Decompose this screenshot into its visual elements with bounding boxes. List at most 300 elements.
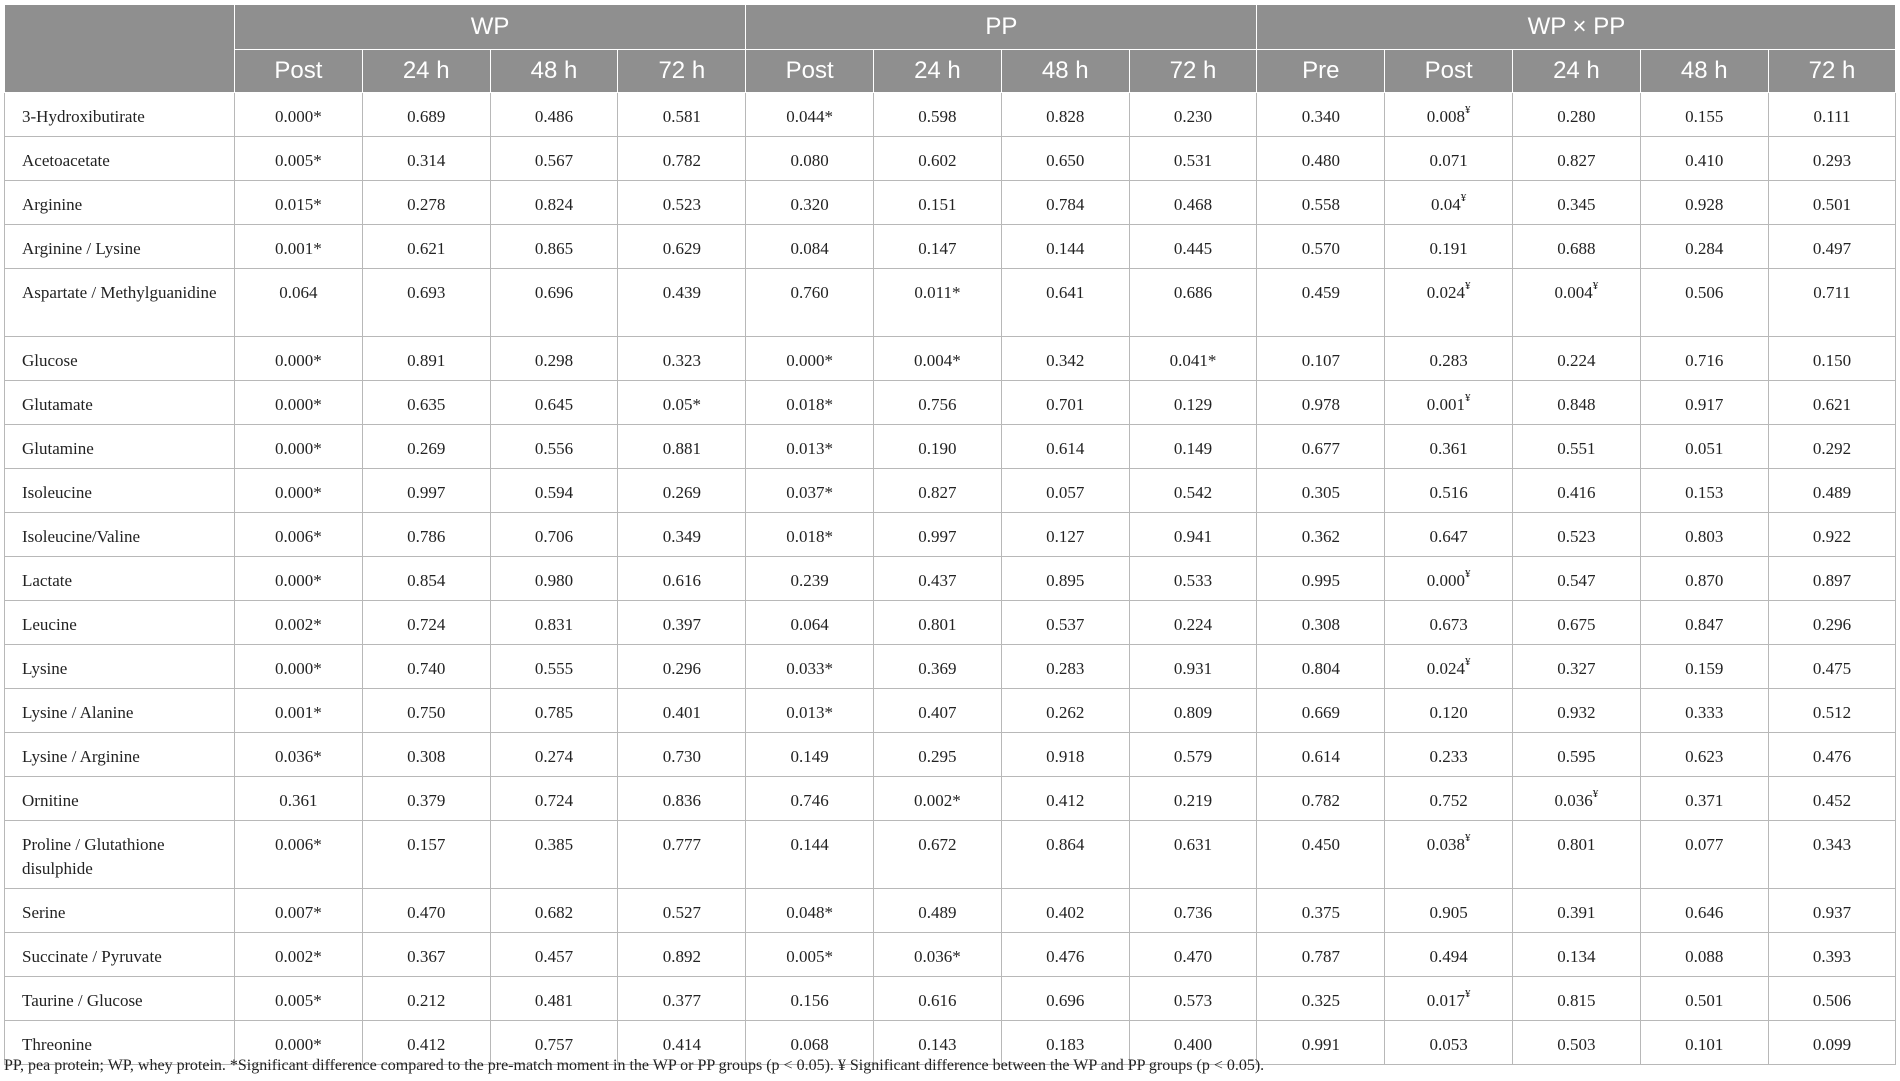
p-value-cell: 0.895 [1001,557,1129,601]
p-value-cell: 0.011* [874,269,1002,337]
p-value-cell: 0.616 [874,977,1002,1021]
p-value-cell: 0.051 [1640,425,1768,469]
p-value-cell: 0.295 [874,733,1002,777]
p-value-cell: 0.547 [1513,557,1641,601]
wpxpp-timepoint-header: Post [1385,50,1513,93]
p-value-cell: 0.711 [1768,269,1896,337]
metabolite-label: Isoleucine [5,469,235,513]
p-value-cell: 0.320 [746,181,874,225]
p-value-cell: 0.308 [1257,601,1385,645]
pp-timepoint-header: 24 h [874,50,1002,93]
metabolite-label: Taurine / Glucose [5,977,235,1021]
p-value-cell: 0.523 [618,181,746,225]
p-value-cell: 0.340 [1257,93,1385,137]
p-value-cell: 0.777 [618,821,746,889]
p-value-cell: 0.724 [362,601,490,645]
p-value-cell: 0.284 [1640,225,1768,269]
p-value-cell: 0.470 [362,889,490,933]
p-value-cell: 0.327 [1513,645,1641,689]
p-value-cell: 0.892 [618,933,746,977]
p-value-cell: 0.379 [362,777,490,821]
p-value-cell: 0.000* [235,381,363,425]
p-value-cell: 0.000* [235,93,363,137]
metabolite-label: Arginine / Lysine [5,225,235,269]
p-value-cell: 0.782 [1257,777,1385,821]
p-value-cell: 0.001* [235,689,363,733]
p-value-cell: 0.556 [490,425,618,469]
pp-timepoint-header: 48 h [1001,50,1129,93]
p-value-cell: 0.000¥ [1385,557,1513,601]
p-value-cell: 0.057 [1001,469,1129,513]
metabolite-label: Lactate [5,557,235,601]
p-value-cell: 0.127 [1001,513,1129,557]
metabolite-label: Threonine [5,1021,235,1065]
p-value-cell: 0.567 [490,137,618,181]
p-value-cell: 0.361 [235,777,363,821]
p-value-cell: 0.345 [1513,181,1641,225]
p-value-cell: 0.006* [235,513,363,557]
p-value-cell: 0.361 [1385,425,1513,469]
p-value-cell: 0.006* [235,821,363,889]
p-value-cell: 0.278 [362,181,490,225]
p-value-cell: 0.470 [1129,933,1257,977]
p-value-cell: 0.997 [362,469,490,513]
wp-timepoint-header: 48 h [490,50,618,93]
p-value-cell: 0.523 [1513,513,1641,557]
p-value-cell: 0.150 [1768,337,1896,381]
table-row [5,777,1896,821]
p-value-cell: 0.153 [1640,469,1768,513]
p-value-cell: 0.991 [1257,1021,1385,1065]
table-body [5,93,1896,1065]
p-value-cell: 0.570 [1257,225,1385,269]
p-value-cell: 0.740 [362,645,490,689]
p-value-cell: 0.375 [1257,889,1385,933]
p-value-cell: 0.036* [235,733,363,777]
p-value-cell: 0.151 [874,181,1002,225]
p-value-cell: 0.489 [874,889,1002,933]
group-header-wp-x-pp: WP × PP [1257,5,1896,50]
p-value-cell: 0.064 [746,601,874,645]
metabolite-label: Glutamate [5,381,235,425]
table-row [5,889,1896,933]
p-value-cell: 0.730 [618,733,746,777]
p-value-cell: 0.144 [1001,225,1129,269]
timepoint-header-row [5,50,1896,93]
p-value-cell: 0.445 [1129,225,1257,269]
p-value-cell: 0.036¥ [1513,777,1641,821]
p-value-cell: 0.686 [1129,269,1257,337]
p-value-cell: 0.144 [746,821,874,889]
p-value-cell: 0.088 [1640,933,1768,977]
table-row [5,137,1896,181]
p-value-cell: 0.008¥ [1385,93,1513,137]
p-value-cell: 0.701 [1001,381,1129,425]
p-value-cell: 0.084 [746,225,874,269]
metabolite-label: Ornitine [5,777,235,821]
p-value-cell: 0.400 [1129,1021,1257,1065]
metabolite-label: Acetoacetate [5,137,235,181]
p-value-cell: 0.000* [235,1021,363,1065]
p-value-cell: 0.746 [746,777,874,821]
p-value-cell: 0.614 [1257,733,1385,777]
p-value-cell: 0.506 [1640,269,1768,337]
p-value-cell: 0.002* [235,933,363,977]
p-value-cell: 0.506 [1768,977,1896,1021]
p-value-cell: 0.000* [235,469,363,513]
p-value-cell: 0.048* [746,889,874,933]
p-value-cell: 0.283 [1385,337,1513,381]
p-value-cell: 0.672 [874,821,1002,889]
p-value-cell: 0.688 [1513,225,1641,269]
p-value-cell: 0.292 [1768,425,1896,469]
table-row [5,225,1896,269]
p-value-cell: 0.828 [1001,93,1129,137]
wp-timepoint-header: 24 h [362,50,490,93]
p-value-cell: 0.931 [1129,645,1257,689]
table-row [5,645,1896,689]
p-value-cell: 0.000* [235,337,363,381]
p-value-cell: 0.785 [490,689,618,733]
table-footnote: PP, pea protein; WP, whey protein. *Significant difference compared to the pre-match moment in the WP or PP groups (p < 0.05). ¥ Significant difference between the WP and PP groups (p < 0.05). [4,1057,1265,1074]
p-value-cell: 0.416 [1513,469,1641,513]
p-value-cell: 0.501 [1640,977,1768,1021]
metabolite-label: Glutamine [5,425,235,469]
p-value-cell: 0.000* [235,425,363,469]
p-value-cell: 0.437 [874,557,1002,601]
p-value-cell: 0.156 [746,977,874,1021]
p-value-cell: 0.024¥ [1385,269,1513,337]
p-value-cell: 0.475 [1768,645,1896,689]
p-value-cell: 0.044* [746,93,874,137]
p-value-cell: 0.149 [746,733,874,777]
table-row [5,933,1896,977]
p-value-cell: 0.696 [1001,977,1129,1021]
p-value-cell: 0.997 [874,513,1002,557]
p-value-cell: 0.269 [362,425,490,469]
p-value-cell: 0.071 [1385,137,1513,181]
p-value-cell: 0.033* [746,645,874,689]
p-value-cell: 0.854 [362,557,490,601]
p-value-cell: 0.650 [1001,137,1129,181]
p-value-cell: 0.598 [874,93,1002,137]
p-value-cell: 0.616 [618,557,746,601]
p-value-cell: 0.367 [362,933,490,977]
p-value-cell: 0.224 [1129,601,1257,645]
p-value-cell: 0.645 [490,381,618,425]
p-value-cell: 0.922 [1768,513,1896,557]
p-value-cell: 0.831 [490,601,618,645]
p-value-cell: 0.815 [1513,977,1641,1021]
p-value-cell: 0.212 [362,977,490,1021]
p-value-cell: 0.480 [1257,137,1385,181]
p-value-cell: 0.233 [1385,733,1513,777]
p-value-cell: 0.864 [1001,821,1129,889]
p-value-cell: 0.000* [235,557,363,601]
p-value-cell: 0.224 [1513,337,1641,381]
p-value-cell: 0.847 [1640,601,1768,645]
p-value-cell: 0.005* [746,933,874,977]
p-value-cell: 0.369 [874,645,1002,689]
table-row [5,93,1896,137]
p-value-cell: 0.677 [1257,425,1385,469]
p-value-cell: 0.497 [1768,225,1896,269]
p-value-cell: 0.239 [746,557,874,601]
p-value-cell: 0.038¥ [1385,821,1513,889]
p-value-cell: 0.004* [874,337,1002,381]
metabolite-label: 3-Hydroxibutirate [5,93,235,137]
p-value-cell: 0.349 [618,513,746,557]
p-value-cell: 0.675 [1513,601,1641,645]
p-value-cell: 0.293 [1768,137,1896,181]
table-row [5,733,1896,777]
p-value-cell: 0.736 [1129,889,1257,933]
p-value-cell: 0.262 [1001,689,1129,733]
p-value-cell: 0.602 [874,137,1002,181]
p-value-cell: 0.824 [490,181,618,225]
p-value-cell: 0.551 [1513,425,1641,469]
table-row [5,181,1896,225]
p-value-cell: 0.891 [362,337,490,381]
group-header-wp: WP [235,5,746,50]
p-value-cell: 0.476 [1768,733,1896,777]
p-value-cell: 0.001* [235,225,363,269]
p-value-cell: 0.579 [1129,733,1257,777]
p-value-cell: 0.803 [1640,513,1768,557]
p-value-cell: 0.000* [746,337,874,381]
p-value-cell: 0.064 [235,269,363,337]
p-value-cell: 0.836 [618,777,746,821]
p-value-cell: 0.476 [1001,933,1129,977]
p-value-cell: 0.017¥ [1385,977,1513,1021]
p-value-cell: 0.333 [1640,689,1768,733]
table-row [5,601,1896,645]
p-value-cell: 0.149 [1129,425,1257,469]
p-value-cell: 0.007* [235,889,363,933]
p-value-cell: 0.917 [1640,381,1768,425]
p-value-cell: 0.298 [490,337,618,381]
wp-timepoint-header: Post [235,50,363,93]
p-value-cell: 0.018* [746,381,874,425]
p-value-cell: 0.013* [746,689,874,733]
p-value-cell: 0.099 [1768,1021,1896,1065]
p-value-cell: 0.134 [1513,933,1641,977]
p-value-cell: 0.314 [362,137,490,181]
p-value-cell: 0.932 [1513,689,1641,733]
p-value-cell: 0.647 [1385,513,1513,557]
p-value-cell: 0.450 [1257,821,1385,889]
p-value-cell: 0.937 [1768,889,1896,933]
wpxpp-timepoint-header: Pre [1257,50,1385,93]
metabolite-label: Arginine [5,181,235,225]
p-value-cell: 0.542 [1129,469,1257,513]
pp-timepoint-header: Post [746,50,874,93]
p-value-cell: 0.414 [618,1021,746,1065]
p-value-cell: 0.689 [362,93,490,137]
p-value-cell: 0.005* [235,137,363,181]
p-value-cell: 0.05* [618,381,746,425]
p-value-cell: 0.537 [1001,601,1129,645]
p-value-cell: 0.159 [1640,645,1768,689]
p-value-cell: 0.531 [1129,137,1257,181]
p-value-cell: 0.527 [618,889,746,933]
metabolite-column-header [5,5,235,93]
p-value-cell: 0.230 [1129,93,1257,137]
p-value-cell: 0.004¥ [1513,269,1641,337]
p-value-cell: 0.343 [1768,821,1896,889]
p-value-cell: 0.980 [490,557,618,601]
p-value-cell: 0.489 [1768,469,1896,513]
p-value-cell: 0.673 [1385,601,1513,645]
p-value-cell: 0.401 [618,689,746,733]
p-value-cell: 0.362 [1257,513,1385,557]
p-value-cell: 0.412 [362,1021,490,1065]
p-value-cell: 0.631 [1129,821,1257,889]
group-header-row [5,5,1896,50]
p-value-cell: 0.503 [1513,1021,1641,1065]
p-value-cell: 0.716 [1640,337,1768,381]
p-value-cell: 0.750 [362,689,490,733]
p-value-cell: 0.385 [490,821,618,889]
p-value-cell: 0.669 [1257,689,1385,733]
p-value-cell: 0.787 [1257,933,1385,977]
table-row [5,269,1896,337]
p-value-cell: 0.501 [1768,181,1896,225]
metabolite-label: Proline / Glutathione disulphide [5,821,235,889]
pp-timepoint-header: 72 h [1129,50,1257,93]
p-value-cell: 0.881 [618,425,746,469]
p-value-cell: 0.036* [874,933,1002,977]
p-value-cell: 0.005* [235,977,363,1021]
table-row [5,381,1896,425]
p-value-cell: 0.190 [874,425,1002,469]
p-value-cell: 0.107 [1257,337,1385,381]
p-value-cell: 0.481 [490,977,618,1021]
p-value-cell: 0.452 [1768,777,1896,821]
p-value-cell: 0.191 [1385,225,1513,269]
p-value-cell: 0.995 [1257,557,1385,601]
p-value-cell: 0.393 [1768,933,1896,977]
p-value-cell: 0.015* [235,181,363,225]
p-value-cell: 0.635 [362,381,490,425]
p-value-cell: 0.724 [490,777,618,821]
p-value-cell: 0.068 [746,1021,874,1065]
p-value-cell: 0.623 [1640,733,1768,777]
p-value-cell: 0.412 [1001,777,1129,821]
p-value-cell: 0.870 [1640,557,1768,601]
p-value-cell: 0.024¥ [1385,645,1513,689]
p-value-cell: 0.371 [1640,777,1768,821]
metabolite-label: Isoleucine/Valine [5,513,235,557]
p-value-cell: 0.494 [1385,933,1513,977]
metabolite-label: Lysine / Arginine [5,733,235,777]
p-value-cell: 0.757 [490,1021,618,1065]
p-value-cell: 0.516 [1385,469,1513,513]
group-header-pp: PP [746,5,1257,50]
p-value-cell: 0.308 [362,733,490,777]
p-value-cell: 0.573 [1129,977,1257,1021]
table-row [5,689,1896,733]
wpxpp-timepoint-header: 24 h [1513,50,1641,93]
p-value-cell: 0.325 [1257,977,1385,1021]
results-table-container [4,4,1896,1065]
p-value-cell: 0.407 [874,689,1002,733]
table-row [5,337,1896,381]
p-value-cell: 0.827 [874,469,1002,513]
table-row [5,513,1896,557]
p-value-cell: 0.782 [618,137,746,181]
p-value-cell: 0.147 [874,225,1002,269]
p-value-cell: 0.402 [1001,889,1129,933]
p-value-cell: 0.646 [1640,889,1768,933]
table-row [5,469,1896,513]
p-value-cell: 0.080 [746,137,874,181]
p-value-cell: 0.941 [1129,513,1257,557]
p-value-cell: 0.928 [1640,181,1768,225]
wp-timepoint-header: 72 h [618,50,746,93]
p-value-cell: 0.581 [618,93,746,137]
p-value-cell: 0.827 [1513,137,1641,181]
p-value-cell: 0.682 [490,889,618,933]
p-value-cell: 0.614 [1001,425,1129,469]
metabolite-label: Lysine [5,645,235,689]
metabolite-label: Lysine / Alanine [5,689,235,733]
wpxpp-timepoint-header: 48 h [1640,50,1768,93]
p-value-cell: 0.558 [1257,181,1385,225]
p-value-cell: 0.786 [362,513,490,557]
p-value-cell: 0.053 [1385,1021,1513,1065]
metabolite-label: Leucine [5,601,235,645]
p-value-cell: 0.000* [235,645,363,689]
p-value-cell: 0.594 [490,469,618,513]
p-value-cell: 0.018* [746,513,874,557]
p-value-cell: 0.391 [1513,889,1641,933]
p-value-cell: 0.157 [362,821,490,889]
p-value-cell: 0.512 [1768,689,1896,733]
p-value-cell: 0.283 [1001,645,1129,689]
p-value-cell: 0.274 [490,733,618,777]
p-value-cell: 0.041* [1129,337,1257,381]
p-value-cell: 0.918 [1001,733,1129,777]
p-value-cell: 0.696 [490,269,618,337]
p-value-cell: 0.533 [1129,557,1257,601]
p-value-cell: 0.183 [1001,1021,1129,1065]
p-value-cell: 0.756 [874,381,1002,425]
p-value-cell: 0.865 [490,225,618,269]
p-value-cell: 0.468 [1129,181,1257,225]
table-row [5,977,1896,1021]
p-value-cell: 0.269 [618,469,746,513]
p-value-cell: 0.641 [1001,269,1129,337]
p-value-cell: 0.323 [618,337,746,381]
p-value-cell: 0.621 [1768,381,1896,425]
p-value-cell: 0.296 [1768,601,1896,645]
p-value-cell: 0.595 [1513,733,1641,777]
p-value-cell: 0.848 [1513,381,1641,425]
p-value-cell: 0.155 [1640,93,1768,137]
p-value-cell: 0.101 [1640,1021,1768,1065]
p-value-cell: 0.280 [1513,93,1641,137]
p-value-cell: 0.905 [1385,889,1513,933]
wpxpp-timepoint-header: 72 h [1768,50,1896,93]
p-value-cell: 0.002* [874,777,1002,821]
p-value-cell: 0.760 [746,269,874,337]
p-value-cell: 0.397 [618,601,746,645]
p-value-cell: 0.037* [746,469,874,513]
p-value-cell: 0.804 [1257,645,1385,689]
p-value-cell: 0.801 [1513,821,1641,889]
p-value-cell: 0.752 [1385,777,1513,821]
